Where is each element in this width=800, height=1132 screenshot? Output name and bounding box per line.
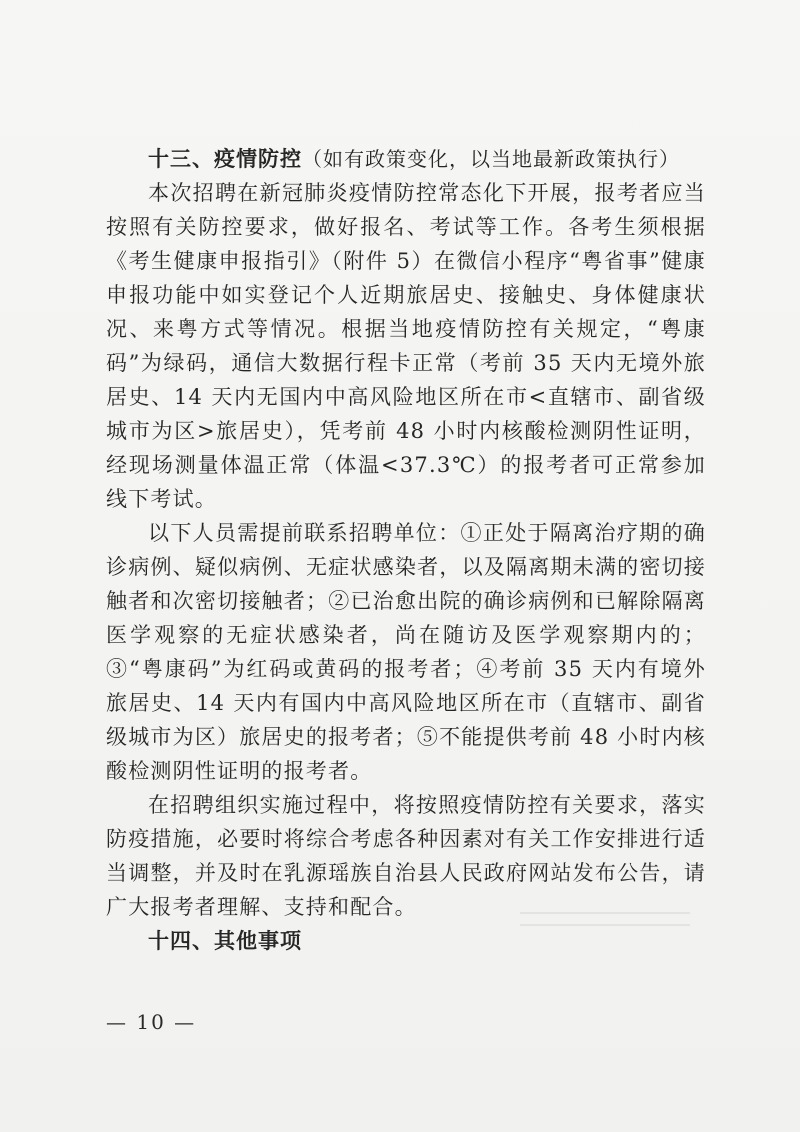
section-14-title: 十四、其他事项 (148, 929, 302, 953)
section-13-paragraph-3: 在招聘组织实施过程中，将按照疫情防控有关要求，落实防疫措施，必要时将综合考虑各种因素对有关工作安排进行适当调整，并及时在乳源瑶族自治县人民政府网站发布公告，请广大报考者理解、支持和配合。 (106, 793, 706, 919)
page-number: — 10 — (106, 1010, 197, 1034)
section-14-heading (106, 924, 706, 958)
section-13-heading (106, 142, 706, 176)
document-body (106, 142, 706, 958)
section-13-paragraph-2: 以下人员需提前联系招聘单位：①正处于隔离治疗期的确诊病例、疑似病例、无症状感染者，以及隔离期未满的密切接触者和次密切接触者；②已治愈出院的确诊病例和已解除隔离医学观察的无症状感染者，尚在随访及医学观察期内的；③“粤康码”为红码或黄码的报考者；④考前 35 天内有境外旅居史、14 天内有国内中高风险地区所在市（直辖市、副省级城市为区）旅居史的报考者；⑤不能提供考前 48 小时内核酸检测阴性证明的报考者。 (106, 521, 706, 783)
section-13-title: 十三、疫情防控 (148, 147, 302, 171)
section-13-paragraph-1: 本次招聘在新冠肺炎疫情防控常态化下开展，报考者应当按照有关防控要求，做好报名、考试等工作。各考生须根据《考生健康申报指引》（附件 5）在微信小程序“粤省事”健康申报功能中如实登记个人近期旅居史、接触史、身体健康状况、来粤方式等情况。根据当地疫情防控有关规定，“粤康码”为绿码，通信大数据行程卡正常（考前 35 天内无境外旅居史、14 天内无国内中高风险地区所在市<直辖市、副省级城市为区>旅居史），凭考前 48 小时内核酸检测阴性证明，经现场测量体温正常（体温<37.3℃）的报考者可正常参加线下考试。 (106, 181, 706, 511)
section-13-note: （如有政策变化，以当地最新政策执行） (302, 147, 680, 171)
